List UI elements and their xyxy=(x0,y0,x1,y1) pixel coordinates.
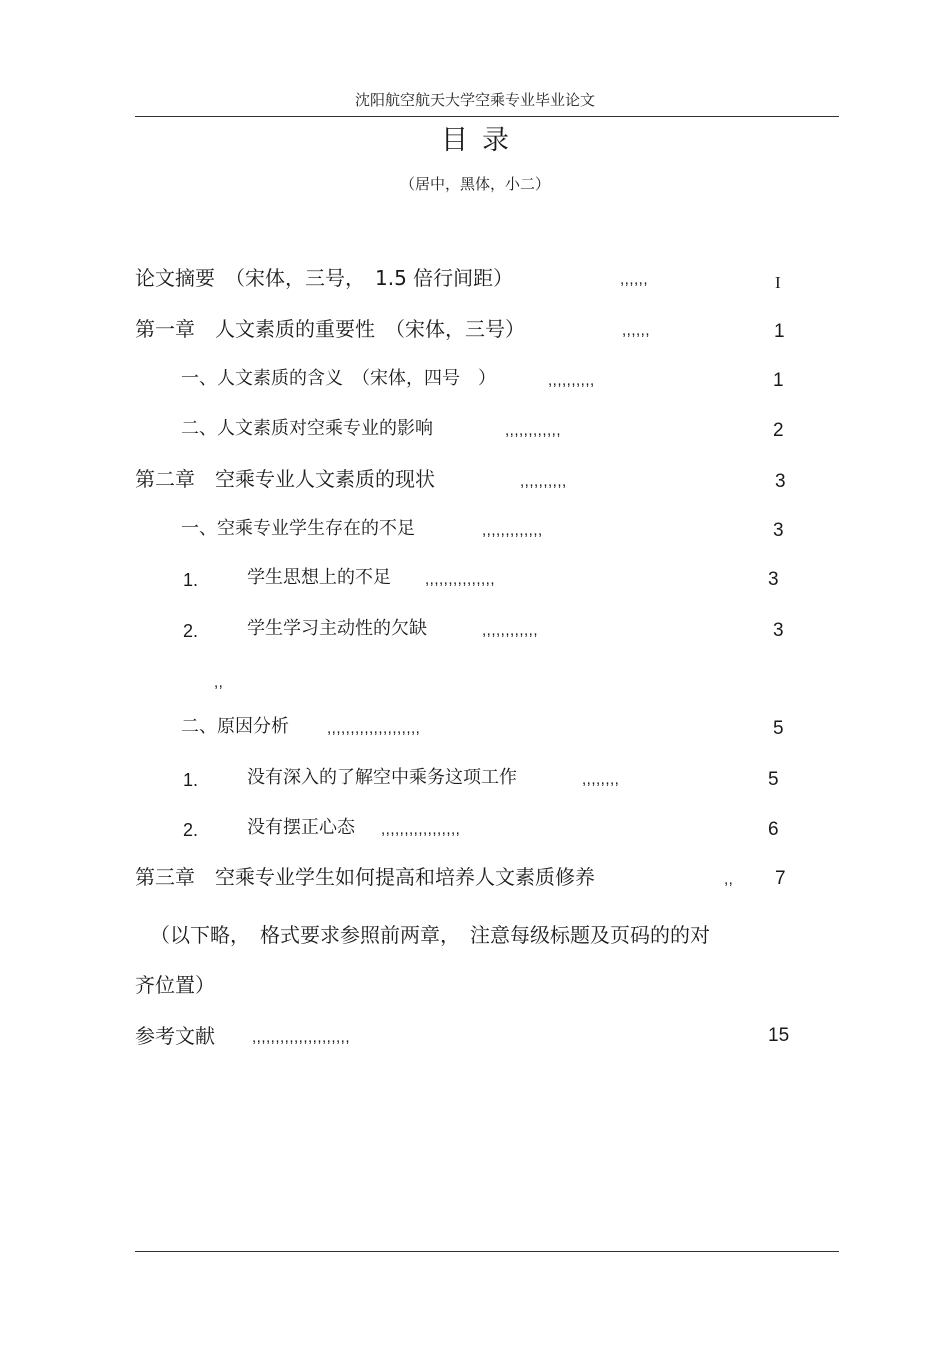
toc-leader: ,,,,,,,,,,,,, xyxy=(482,522,543,539)
toc-page-number: 1 xyxy=(774,321,785,342)
toc-entry-section: 一、人文素质的含义 （宋体，四号 ） xyxy=(181,368,496,389)
toc-subsection-number: 1. xyxy=(183,770,199,790)
toc-title: 目录 xyxy=(441,125,523,156)
toc-entry-subsection: 学生思想上的不足 xyxy=(247,567,391,588)
toc-leader: ,,,,,, xyxy=(620,271,649,288)
toc-page-number: 5 xyxy=(768,769,779,790)
toc-entry-chapter-1: 第一章 人文素质的重要性 （宋体，三号） xyxy=(135,317,525,341)
toc-leader: ,,,,,,,,,,,, xyxy=(482,622,539,639)
toc-leader: ,,,,,,,,,,,,,,,,, xyxy=(381,821,461,838)
toc-entry-subsection: 学生学习主动性的欠缺 xyxy=(247,618,427,639)
toc-page-number: I xyxy=(775,273,781,292)
toc-subsection-number: 2. xyxy=(183,621,199,641)
toc-leader: ,, xyxy=(214,674,224,691)
toc-subsection-number: 1. xyxy=(183,570,199,590)
format-instruction-line-1: （以下略， 格式要求参照前两章， 注意每级标题及页码的的对 xyxy=(150,923,710,947)
toc-page-number: 15 xyxy=(768,1025,790,1046)
toc-page-number: 5 xyxy=(773,718,784,739)
toc-leader: ,,,,,,,,,, xyxy=(548,372,595,389)
header-rule xyxy=(135,116,839,117)
toc-subsection-number: 2. xyxy=(183,820,199,840)
toc-entry-section: 一、空乘专业学生存在的不足 xyxy=(181,518,415,539)
footer-rule xyxy=(135,1251,839,1252)
toc-page-number: 3 xyxy=(773,620,784,641)
toc-page-number: 2 xyxy=(773,420,784,441)
running-header: 沈阳航空航天大学空乘专业毕业论文 xyxy=(354,91,595,109)
toc-leader: ,, xyxy=(724,871,734,888)
format-instruction-line-2: 齐位置） xyxy=(135,973,215,997)
toc-entry-chapter-3: 第三章 空乘专业学生如何提高和培养人文素质修养 xyxy=(135,865,595,889)
toc-page-number: 3 xyxy=(773,520,784,541)
toc-entry-references: 参考文献 xyxy=(135,1024,215,1048)
toc-entry-subsection: 没有深入的了解空中乘务这项工作 xyxy=(247,767,517,788)
toc-leader: ,,,,,,,,,,,,,,,,,,,, xyxy=(327,720,421,737)
toc-leader: ,,,,,,,,,,,,,,,,,,,,, xyxy=(252,1029,351,1046)
toc-leader: ,,,,,,,,,,,, xyxy=(505,422,562,439)
toc-leader: ,,,,,,,, xyxy=(582,771,620,788)
toc-page-number: 3 xyxy=(775,471,786,492)
toc-entry-chapter-2: 第二章 空乘专业人文素质的现状 xyxy=(135,467,435,491)
toc-page-number: 7 xyxy=(775,868,786,889)
toc-entry-section: 二、人文素质对空乘专业的影响 xyxy=(181,418,433,439)
toc-leader: ,,,,,,,,,,,,,,, xyxy=(425,571,496,588)
toc-entry-abstract: 论文摘要 （宋体，三号， 1.5 倍行间距） xyxy=(135,266,514,290)
toc-page-number: 6 xyxy=(768,819,779,840)
toc-entry-subsection: 没有摆正心态 xyxy=(247,817,355,838)
toc-entry-section: 二、原因分析 xyxy=(181,716,289,737)
toc-page-number: 1 xyxy=(773,370,784,391)
toc-format-note: （居中，黑体，小二） xyxy=(399,175,550,193)
toc-leader: ,,,,,, xyxy=(622,322,651,339)
toc-page-number: 3 xyxy=(768,569,779,590)
toc-leader: ,,,,,,,,,, xyxy=(520,473,567,490)
